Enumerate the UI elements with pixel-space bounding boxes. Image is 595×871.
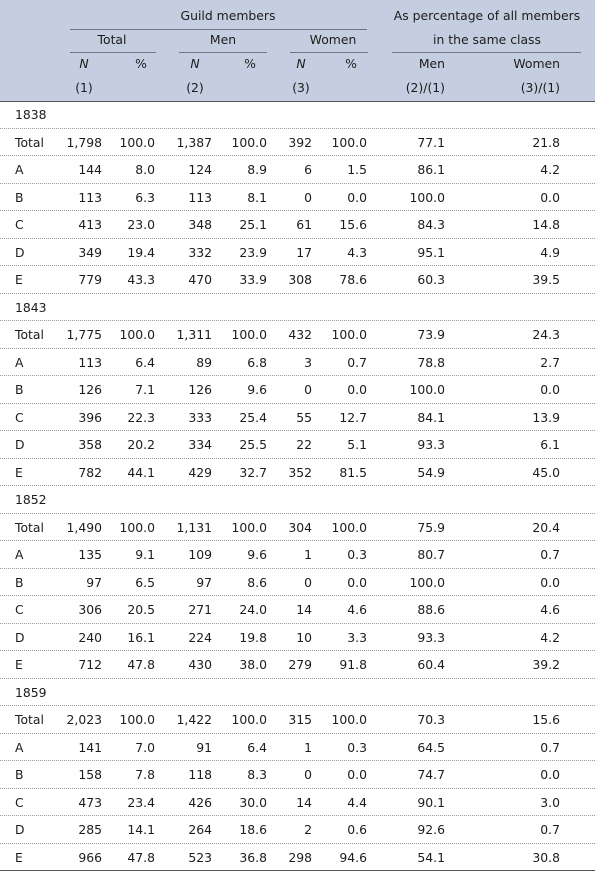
cell-women-n: 17 bbox=[296, 247, 312, 259]
cell-pct-men: 80.7 bbox=[417, 549, 445, 561]
cell-pct-men: 100.0 bbox=[410, 384, 445, 396]
cell-women-n: 315 bbox=[288, 714, 312, 726]
cell-women-pct: 0.3 bbox=[347, 549, 367, 561]
cell-women-pct: 1.5 bbox=[347, 164, 367, 176]
cell-men-n: 430 bbox=[188, 659, 212, 671]
cell-women-n: 432 bbox=[288, 329, 312, 341]
cell-total-n: 158 bbox=[78, 769, 102, 781]
cell-pct-women: 6.1 bbox=[540, 439, 560, 451]
table-row bbox=[0, 349, 595, 377]
cell-total-pct: 100.0 bbox=[120, 714, 155, 726]
cell-pct-women: 45.0 bbox=[532, 467, 560, 479]
cell-women-pct: 4.3 bbox=[347, 247, 367, 259]
cell-pct-men: 95.1 bbox=[417, 247, 445, 259]
cell-men-n: 109 bbox=[188, 549, 212, 561]
cell-total-pct: 7.0 bbox=[135, 742, 155, 754]
header-pct-total: % bbox=[135, 58, 147, 70]
cell-women-pct: 0.7 bbox=[347, 357, 367, 369]
cell-pct-women: 39.5 bbox=[532, 274, 560, 286]
cell-pct-women: 24.3 bbox=[532, 329, 560, 341]
cell-total-n: 1,490 bbox=[67, 522, 102, 534]
cell-total-pct: 20.5 bbox=[127, 604, 155, 616]
cell-men-n: 91 bbox=[196, 742, 212, 754]
cell-women-n: 2 bbox=[304, 824, 312, 836]
cell-women-n: 55 bbox=[296, 412, 312, 424]
cell-pct-men: 86.1 bbox=[417, 164, 445, 176]
cell-men-pct: 30.0 bbox=[239, 797, 267, 809]
cell-pct-men: 74.7 bbox=[417, 769, 445, 781]
cell-total-pct: 16.1 bbox=[127, 632, 155, 644]
cell-men-n: 470 bbox=[188, 274, 212, 286]
row-label: A bbox=[15, 742, 23, 754]
cell-men-n: 334 bbox=[188, 439, 212, 451]
cell-pct-women: 21.8 bbox=[532, 137, 560, 149]
cell-total-n: 1,798 bbox=[67, 137, 102, 149]
cell-pct-men: 100.0 bbox=[410, 577, 445, 589]
cell-pct-men: 92.6 bbox=[417, 824, 445, 836]
cell-men-pct: 33.9 bbox=[239, 274, 267, 286]
cell-total-n: 126 bbox=[78, 384, 102, 396]
cell-pct-men: 75.9 bbox=[417, 522, 445, 534]
cell-pct-women: 4.2 bbox=[540, 164, 560, 176]
row-label: C bbox=[15, 604, 24, 616]
table-row bbox=[0, 624, 595, 652]
cell-women-n: 1 bbox=[304, 549, 312, 561]
table-row bbox=[0, 761, 595, 789]
table-row bbox=[0, 514, 595, 542]
cell-women-pct: 0.0 bbox=[347, 384, 367, 396]
cell-total-pct: 20.2 bbox=[127, 439, 155, 451]
cell-men-pct: 9.6 bbox=[247, 549, 267, 561]
cell-pct-women: 30.8 bbox=[532, 852, 560, 864]
cell-women-n: 279 bbox=[288, 659, 312, 671]
cell-pct-men: 77.1 bbox=[417, 137, 445, 149]
cell-pct-women: 14.8 bbox=[532, 219, 560, 231]
cell-women-n: 14 bbox=[296, 604, 312, 616]
cell-total-n: 779 bbox=[78, 274, 102, 286]
cell-women-n: 1 bbox=[304, 742, 312, 754]
row-label: B bbox=[15, 192, 24, 204]
cell-total-n: 113 bbox=[78, 357, 102, 369]
cell-women-n: 3 bbox=[304, 357, 312, 369]
cell-total-pct: 14.1 bbox=[127, 824, 155, 836]
cell-men-pct: 6.8 bbox=[247, 357, 267, 369]
cell-total-pct: 43.3 bbox=[127, 274, 155, 286]
year-row bbox=[0, 486, 595, 514]
cell-women-pct: 100.0 bbox=[332, 714, 367, 726]
table-row bbox=[0, 844, 595, 871]
header-ratio-women: (3)/(1) bbox=[521, 82, 560, 94]
cell-pct-women: 4.2 bbox=[540, 632, 560, 644]
table-row bbox=[0, 211, 595, 239]
cell-women-pct: 0.3 bbox=[347, 742, 367, 754]
header-ratio-men: (2)/(1) bbox=[406, 82, 445, 94]
cell-total-n: 2,023 bbox=[67, 714, 102, 726]
cell-total-pct: 6.5 bbox=[135, 577, 155, 589]
cell-men-n: 124 bbox=[188, 164, 212, 176]
cell-women-n: 352 bbox=[288, 467, 312, 479]
cell-men-pct: 25.5 bbox=[239, 439, 267, 451]
cell-total-pct: 9.1 bbox=[135, 549, 155, 561]
cell-men-pct: 8.6 bbox=[247, 577, 267, 589]
cell-men-n: 348 bbox=[188, 219, 212, 231]
cell-total-pct: 22.3 bbox=[127, 412, 155, 424]
row-label: A bbox=[15, 357, 23, 369]
cell-total-pct: 44.1 bbox=[127, 467, 155, 479]
cell-men-n: 332 bbox=[188, 247, 212, 259]
cell-pct-women: 0.0 bbox=[540, 769, 560, 781]
row-label: D bbox=[15, 632, 25, 644]
cell-women-pct: 15.6 bbox=[339, 219, 367, 231]
cell-total-pct: 6.4 bbox=[135, 357, 155, 369]
row-label: Total bbox=[15, 329, 44, 341]
table-row bbox=[0, 816, 595, 844]
cell-pct-men: 78.8 bbox=[417, 357, 445, 369]
cell-women-n: 308 bbox=[288, 274, 312, 286]
cell-men-n: 1,131 bbox=[177, 522, 212, 534]
cell-total-pct: 7.1 bbox=[135, 384, 155, 396]
cell-men-n: 113 bbox=[188, 192, 212, 204]
year-label: 1859 bbox=[15, 687, 47, 699]
table-header bbox=[0, 0, 595, 101]
cell-men-n: 118 bbox=[188, 769, 212, 781]
cell-women-pct: 100.0 bbox=[332, 329, 367, 341]
cell-men-pct: 100.0 bbox=[232, 714, 267, 726]
row-label: E bbox=[15, 659, 23, 671]
header-n-women: N bbox=[296, 58, 305, 70]
table-row bbox=[0, 376, 595, 404]
cell-total-n: 1,775 bbox=[67, 329, 102, 341]
cell-total-pct: 19.4 bbox=[127, 247, 155, 259]
cell-total-n: 97 bbox=[86, 577, 102, 589]
cell-pct-women: 4.9 bbox=[540, 247, 560, 259]
header-rule-total bbox=[70, 52, 156, 53]
row-label: B bbox=[15, 769, 24, 781]
table-row bbox=[0, 596, 595, 624]
cell-total-n: 113 bbox=[78, 192, 102, 204]
cell-women-pct: 0.0 bbox=[347, 769, 367, 781]
header-pct-women: % bbox=[345, 58, 357, 70]
cell-pct-women: 0.0 bbox=[540, 384, 560, 396]
cell-women-pct: 100.0 bbox=[332, 522, 367, 534]
cell-women-pct: 12.7 bbox=[339, 412, 367, 424]
cell-total-n: 306 bbox=[78, 604, 102, 616]
cell-women-n: 0 bbox=[304, 192, 312, 204]
cell-pct-men: 60.4 bbox=[417, 659, 445, 671]
cell-men-pct: 23.9 bbox=[239, 247, 267, 259]
cell-women-pct: 94.6 bbox=[339, 852, 367, 864]
cell-total-pct: 100.0 bbox=[120, 329, 155, 341]
cell-men-pct: 25.1 bbox=[239, 219, 267, 231]
cell-pct-men: 84.1 bbox=[417, 412, 445, 424]
cell-pct-women: 4.6 bbox=[540, 604, 560, 616]
cell-pct-men: 90.1 bbox=[417, 797, 445, 809]
cell-men-pct: 8.9 bbox=[247, 164, 267, 176]
cell-men-pct: 9.6 bbox=[247, 384, 267, 396]
table-row bbox=[0, 459, 595, 487]
cell-total-n: 782 bbox=[78, 467, 102, 479]
row-label: Total bbox=[15, 714, 44, 726]
header-n-men: N bbox=[190, 58, 199, 70]
cell-pct-men: 64.5 bbox=[417, 742, 445, 754]
table-body bbox=[0, 101, 595, 871]
cell-pct-women: 13.9 bbox=[532, 412, 560, 424]
cell-pct-women: 20.4 bbox=[532, 522, 560, 534]
cell-men-pct: 100.0 bbox=[232, 522, 267, 534]
cell-total-pct: 100.0 bbox=[120, 522, 155, 534]
cell-total-n: 413 bbox=[78, 219, 102, 231]
row-label: E bbox=[15, 274, 23, 286]
row-label: Total bbox=[15, 522, 44, 534]
cell-women-pct: 4.4 bbox=[347, 797, 367, 809]
table-row bbox=[0, 734, 595, 762]
cell-total-pct: 7.8 bbox=[135, 769, 155, 781]
cell-women-pct: 5.1 bbox=[347, 439, 367, 451]
cell-men-n: 1,422 bbox=[177, 714, 212, 726]
row-label: B bbox=[15, 384, 24, 396]
cell-men-pct: 24.0 bbox=[239, 604, 267, 616]
cell-total-n: 396 bbox=[78, 412, 102, 424]
cell-men-n: 224 bbox=[188, 632, 212, 644]
header-rule-women bbox=[290, 52, 368, 53]
row-label: B bbox=[15, 577, 24, 589]
header-percentage-line1: As percentage of all members bbox=[394, 10, 580, 22]
cell-women-n: 304 bbox=[288, 522, 312, 534]
cell-women-n: 14 bbox=[296, 797, 312, 809]
header-men: Men bbox=[210, 34, 236, 46]
cell-men-n: 97 bbox=[196, 577, 212, 589]
header-women: Women bbox=[310, 34, 357, 46]
cell-women-pct: 0.0 bbox=[347, 577, 367, 589]
header-n-total: N bbox=[79, 58, 88, 70]
cell-men-pct: 32.7 bbox=[239, 467, 267, 479]
row-label: A bbox=[15, 549, 23, 561]
cell-women-n: 298 bbox=[288, 852, 312, 864]
cell-pct-women: 0.7 bbox=[540, 824, 560, 836]
cell-women-n: 0 bbox=[304, 769, 312, 781]
cell-pct-women: 15.6 bbox=[532, 714, 560, 726]
year-label: 1843 bbox=[15, 302, 47, 314]
cell-total-pct: 23.4 bbox=[127, 797, 155, 809]
cell-pct-men: 88.6 bbox=[417, 604, 445, 616]
cell-women-n: 10 bbox=[296, 632, 312, 644]
cell-women-pct: 0.0 bbox=[347, 192, 367, 204]
cell-total-n: 358 bbox=[78, 439, 102, 451]
row-label: D bbox=[15, 439, 25, 451]
table-row bbox=[0, 404, 595, 432]
cell-men-n: 1,311 bbox=[177, 329, 212, 341]
header-percentage-line2: in the same class bbox=[433, 34, 541, 46]
cell-pct-men: 70.3 bbox=[417, 714, 445, 726]
cell-men-n: 333 bbox=[188, 412, 212, 424]
cell-total-n: 141 bbox=[78, 742, 102, 754]
cell-men-n: 126 bbox=[188, 384, 212, 396]
cell-women-pct: 78.6 bbox=[339, 274, 367, 286]
cell-women-n: 0 bbox=[304, 384, 312, 396]
cell-men-pct: 100.0 bbox=[232, 137, 267, 149]
header-col2: (2) bbox=[186, 82, 204, 94]
cell-women-pct: 0.6 bbox=[347, 824, 367, 836]
table-row bbox=[0, 239, 595, 267]
table-row bbox=[0, 321, 595, 349]
cell-women-pct: 81.5 bbox=[339, 467, 367, 479]
table-row bbox=[0, 431, 595, 459]
cell-men-pct: 18.6 bbox=[239, 824, 267, 836]
cell-pct-women: 0.7 bbox=[540, 549, 560, 561]
cell-men-pct: 25.4 bbox=[239, 412, 267, 424]
header-rule-guild bbox=[70, 29, 367, 30]
cell-women-pct: 3.3 bbox=[347, 632, 367, 644]
cell-total-n: 473 bbox=[78, 797, 102, 809]
header-col1: (1) bbox=[75, 82, 93, 94]
table-row bbox=[0, 129, 595, 157]
cell-pct-women: 2.7 bbox=[540, 357, 560, 369]
header-rule-men bbox=[179, 52, 267, 53]
cell-total-n: 349 bbox=[78, 247, 102, 259]
row-label: A bbox=[15, 164, 23, 176]
year-row bbox=[0, 679, 595, 707]
cell-total-n: 240 bbox=[78, 632, 102, 644]
cell-pct-women: 39.2 bbox=[532, 659, 560, 671]
row-label: E bbox=[15, 467, 23, 479]
header-pct-women-sub: Women bbox=[513, 58, 560, 70]
table-row bbox=[0, 789, 595, 817]
cell-pct-men: 84.3 bbox=[417, 219, 445, 231]
header-guild-members: Guild members bbox=[181, 10, 276, 22]
cell-women-n: 22 bbox=[296, 439, 312, 451]
year-label: 1852 bbox=[15, 494, 47, 506]
cell-men-pct: 100.0 bbox=[232, 329, 267, 341]
cell-total-pct: 23.0 bbox=[127, 219, 155, 231]
cell-men-n: 523 bbox=[188, 852, 212, 864]
cell-men-n: 264 bbox=[188, 824, 212, 836]
cell-pct-women: 0.7 bbox=[540, 742, 560, 754]
header-pct-men: % bbox=[244, 58, 256, 70]
cell-pct-men: 100.0 bbox=[410, 192, 445, 204]
table-row bbox=[0, 541, 595, 569]
table-row bbox=[0, 156, 595, 184]
cell-total-n: 144 bbox=[78, 164, 102, 176]
cell-women-n: 392 bbox=[288, 137, 312, 149]
cell-women-n: 0 bbox=[304, 577, 312, 589]
cell-total-n: 135 bbox=[78, 549, 102, 561]
cell-pct-women: 3.0 bbox=[540, 797, 560, 809]
cell-men-pct: 6.4 bbox=[247, 742, 267, 754]
cell-men-pct: 8.1 bbox=[247, 192, 267, 204]
cell-total-pct: 47.8 bbox=[127, 852, 155, 864]
cell-men-pct: 38.0 bbox=[239, 659, 267, 671]
cell-pct-women: 0.0 bbox=[540, 577, 560, 589]
cell-pct-women: 0.0 bbox=[540, 192, 560, 204]
cell-total-pct: 8.0 bbox=[135, 164, 155, 176]
row-label: Total bbox=[15, 137, 44, 149]
header-rule-percentage bbox=[392, 52, 581, 53]
row-label: C bbox=[15, 797, 24, 809]
cell-men-n: 1,387 bbox=[177, 137, 212, 149]
cell-total-pct: 47.8 bbox=[127, 659, 155, 671]
cell-men-n: 271 bbox=[188, 604, 212, 616]
cell-women-pct: 4.6 bbox=[347, 604, 367, 616]
header-col3: (3) bbox=[292, 82, 310, 94]
cell-women-n: 61 bbox=[296, 219, 312, 231]
cell-pct-men: 60.3 bbox=[417, 274, 445, 286]
row-label: D bbox=[15, 247, 25, 259]
row-label: C bbox=[15, 412, 24, 424]
table-row bbox=[0, 651, 595, 679]
row-label: D bbox=[15, 824, 25, 836]
cell-men-pct: 36.8 bbox=[239, 852, 267, 864]
cell-women-n: 6 bbox=[304, 164, 312, 176]
header-total: Total bbox=[98, 34, 127, 46]
cell-women-pct: 100.0 bbox=[332, 137, 367, 149]
cell-men-n: 429 bbox=[188, 467, 212, 479]
table-row bbox=[0, 266, 595, 294]
row-label: C bbox=[15, 219, 24, 231]
cell-pct-men: 54.1 bbox=[417, 852, 445, 864]
cell-pct-men: 73.9 bbox=[417, 329, 445, 341]
year-row bbox=[0, 294, 595, 322]
cell-men-n: 89 bbox=[196, 357, 212, 369]
year-row bbox=[0, 101, 595, 129]
cell-women-pct: 91.8 bbox=[339, 659, 367, 671]
table-row bbox=[0, 706, 595, 734]
cell-men-pct: 8.3 bbox=[247, 769, 267, 781]
cell-men-n: 426 bbox=[188, 797, 212, 809]
cell-pct-men: 93.3 bbox=[417, 439, 445, 451]
table-row bbox=[0, 569, 595, 597]
cell-total-pct: 6.3 bbox=[135, 192, 155, 204]
row-label: E bbox=[15, 852, 23, 864]
cell-pct-men: 54.9 bbox=[417, 467, 445, 479]
cell-men-pct: 19.8 bbox=[239, 632, 267, 644]
cell-total-pct: 100.0 bbox=[120, 137, 155, 149]
cell-total-n: 285 bbox=[78, 824, 102, 836]
cell-pct-men: 93.3 bbox=[417, 632, 445, 644]
table-row bbox=[0, 184, 595, 212]
year-label: 1838 bbox=[15, 109, 47, 121]
header-pct-men-sub: Men bbox=[419, 58, 445, 70]
cell-total-n: 712 bbox=[78, 659, 102, 671]
cell-total-n: 966 bbox=[78, 852, 102, 864]
